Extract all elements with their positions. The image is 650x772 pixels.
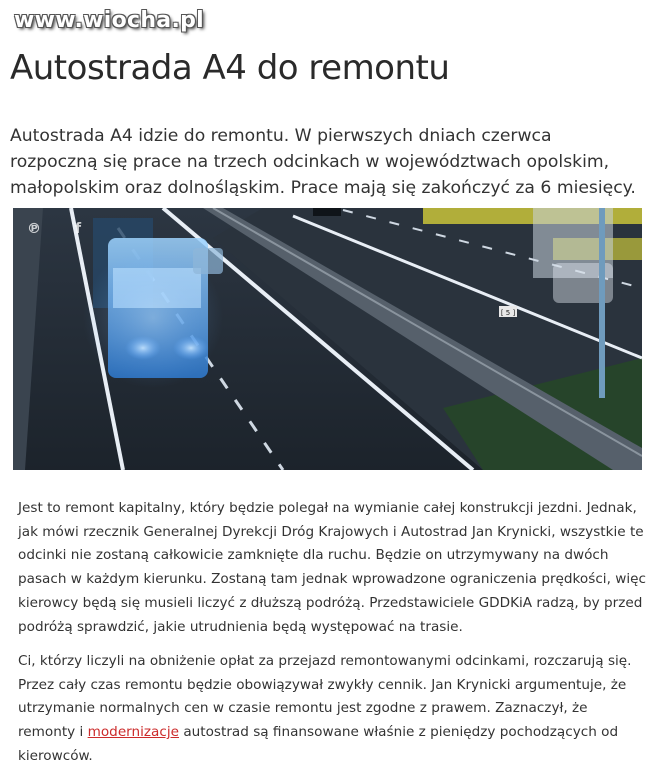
article-title: Autostrada A4 do remontu: [10, 48, 450, 88]
article-paragraph-2: [18, 650, 648, 769]
road-sign-text: [ 5 ]: [500, 309, 516, 317]
facebook-share-icon[interactable]: f: [74, 221, 82, 237]
article-lead: Autostrada A4 idzie do remontu. W pierwszych dniach czerwca rozpoczną się prace na trzech odcinkach w województwach opolskim, małopolskim oraz dolnośląskim. Prace mają się zakończyć za 6 miesięcy.: [10, 126, 636, 198]
pinterest-share-icon[interactable]: ℗: [27, 221, 41, 237]
paragraph-2-text-after: autostrad są finansowane właśnie z pieniędzy pochodzących od kierowców.: [18, 724, 619, 764]
paragraph-2-text-before: Ci, którzy liczyli na obniżenie opłat za przejazd remontowanymi odcinkami, rozczarują się. Przez cały czas remontu będzie obowiązywał zwykły cennik. Jan Krynicki argumentuje, że utrzymanie normalnych cen w czasie remontu jest zgodne z prawem. Zaznaczył, że remonty i: [18, 653, 632, 741]
site-watermark-logo: www.wiocha.pl: [14, 8, 204, 33]
article-paragraph-1: Jest to remont kapitalny, który będzie polegał na wymianie całej konstrukcji jezdni. Jednak, jak mówi rzecznik Generalnej Dyrekcji Dróg Krajowych i Autostrad Jan Krynicki, wszystkie te odcinki nie zostaną całkowicie zamknięte dla ruchu. Będzie on utrzymywany na dwóch pasach w każdym kierunku. Zostaną tam jednak wprowadzone ograniczenia prędkości, więc kierowcy będą się musieli liczyć z dłuższą podróżą. Przedstawiciele GDDKiA radzą, by przed podróżą sprawdzić, jakie utrudnienia będą występować na trasie.: [18, 500, 646, 635]
highway-illustration: [13, 208, 642, 470]
modernizacje-link[interactable]: modernizacje: [87, 724, 179, 741]
article-photo-highway: [13, 208, 642, 470]
